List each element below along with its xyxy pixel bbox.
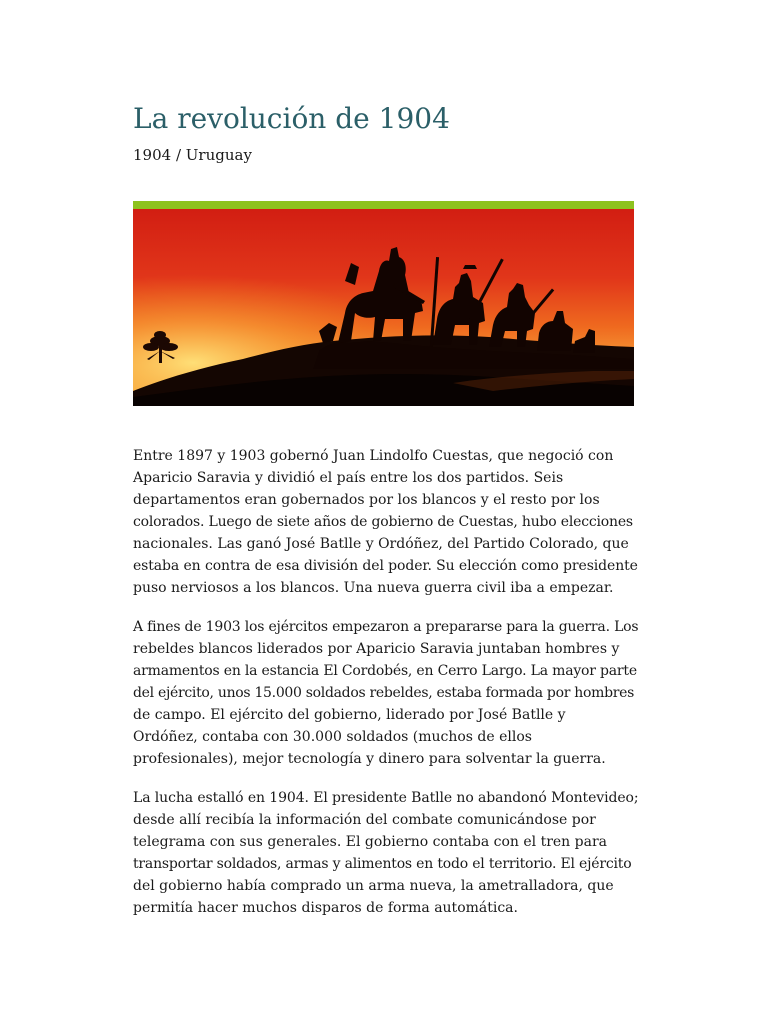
paragraph-2 [133,616,638,770]
paragraph-line: departamentos eran gobernados por los blancos y el resto por los [133,492,600,508]
paragraph-line: permitía hacer muchos disparos de forma automática. [133,900,518,916]
paragraph-line: armamentos en la estancia El Cordobés, en Cerro Largo. La mayor parte [133,663,637,679]
paragraph-line: A fines de 1903 los ejércitos empezaron a prepararse para la guerra. Los [133,619,639,635]
paragraph-line: puso nerviosos a los blancos. Una nueva guerra civil iba a empezar. [133,580,614,596]
paragraph-line: del gobierno había comprado un arma nueva, la ametralladora, que [133,878,614,894]
paragraph-line: desde allí recibía la información del combate comunicándose por [133,812,596,828]
paragraph-line: Entre 1897 y 1903 gobernó Juan Lindolfo Cuestas, que negoció con [133,448,614,464]
paragraph-1 [133,445,638,599]
paragraph-line: del ejército, unos 15.000 soldados rebeldes, estaba formada por hombres [133,685,635,701]
paragraph-line: profesionales), mejor tecnología y dinero para solventar la guerra. [133,751,606,767]
paragraph-3 [133,787,638,919]
page-subtitle: 1904 / Uruguay [133,146,252,164]
page-title: La revolución de 1904 [133,102,450,135]
paragraph-line: nacionales. Las ganó José Batlle y Ordóñez, del Partido Colorado, que [133,536,629,552]
paragraph-line: estaba en contra de esa división del poder. Su elección como presidente [133,558,638,574]
paragraph-line: colorados. Luego de siete años de gobierno de Cuestas, hubo elecciones [133,514,633,530]
paragraph-line: de campo. El ejército del gobierno, liderado por José Batlle y [133,707,566,723]
paragraph-line: Aparicio Saravia y dividió el país entre los dos partidos. Seis [133,470,564,486]
paragraph-line: Ordóñez, contaba con 30.000 soldados (muchos de ellos [133,729,532,745]
paragraph-line: rebeldes blancos liderados por Aparicio Saravia juntaban hombres y [133,641,620,657]
paragraph-line: La lucha estalló en 1904. El presidente Batlle no abandonó Montevideo; [133,790,639,806]
paragraph-line: transportar soldados, armas y alimentos en todo el territorio. El ejército [133,856,632,872]
hero-illustration [133,201,634,406]
paragraph-line: telegrama con sus generales. El gobierno contaba con el tren para [133,834,607,850]
